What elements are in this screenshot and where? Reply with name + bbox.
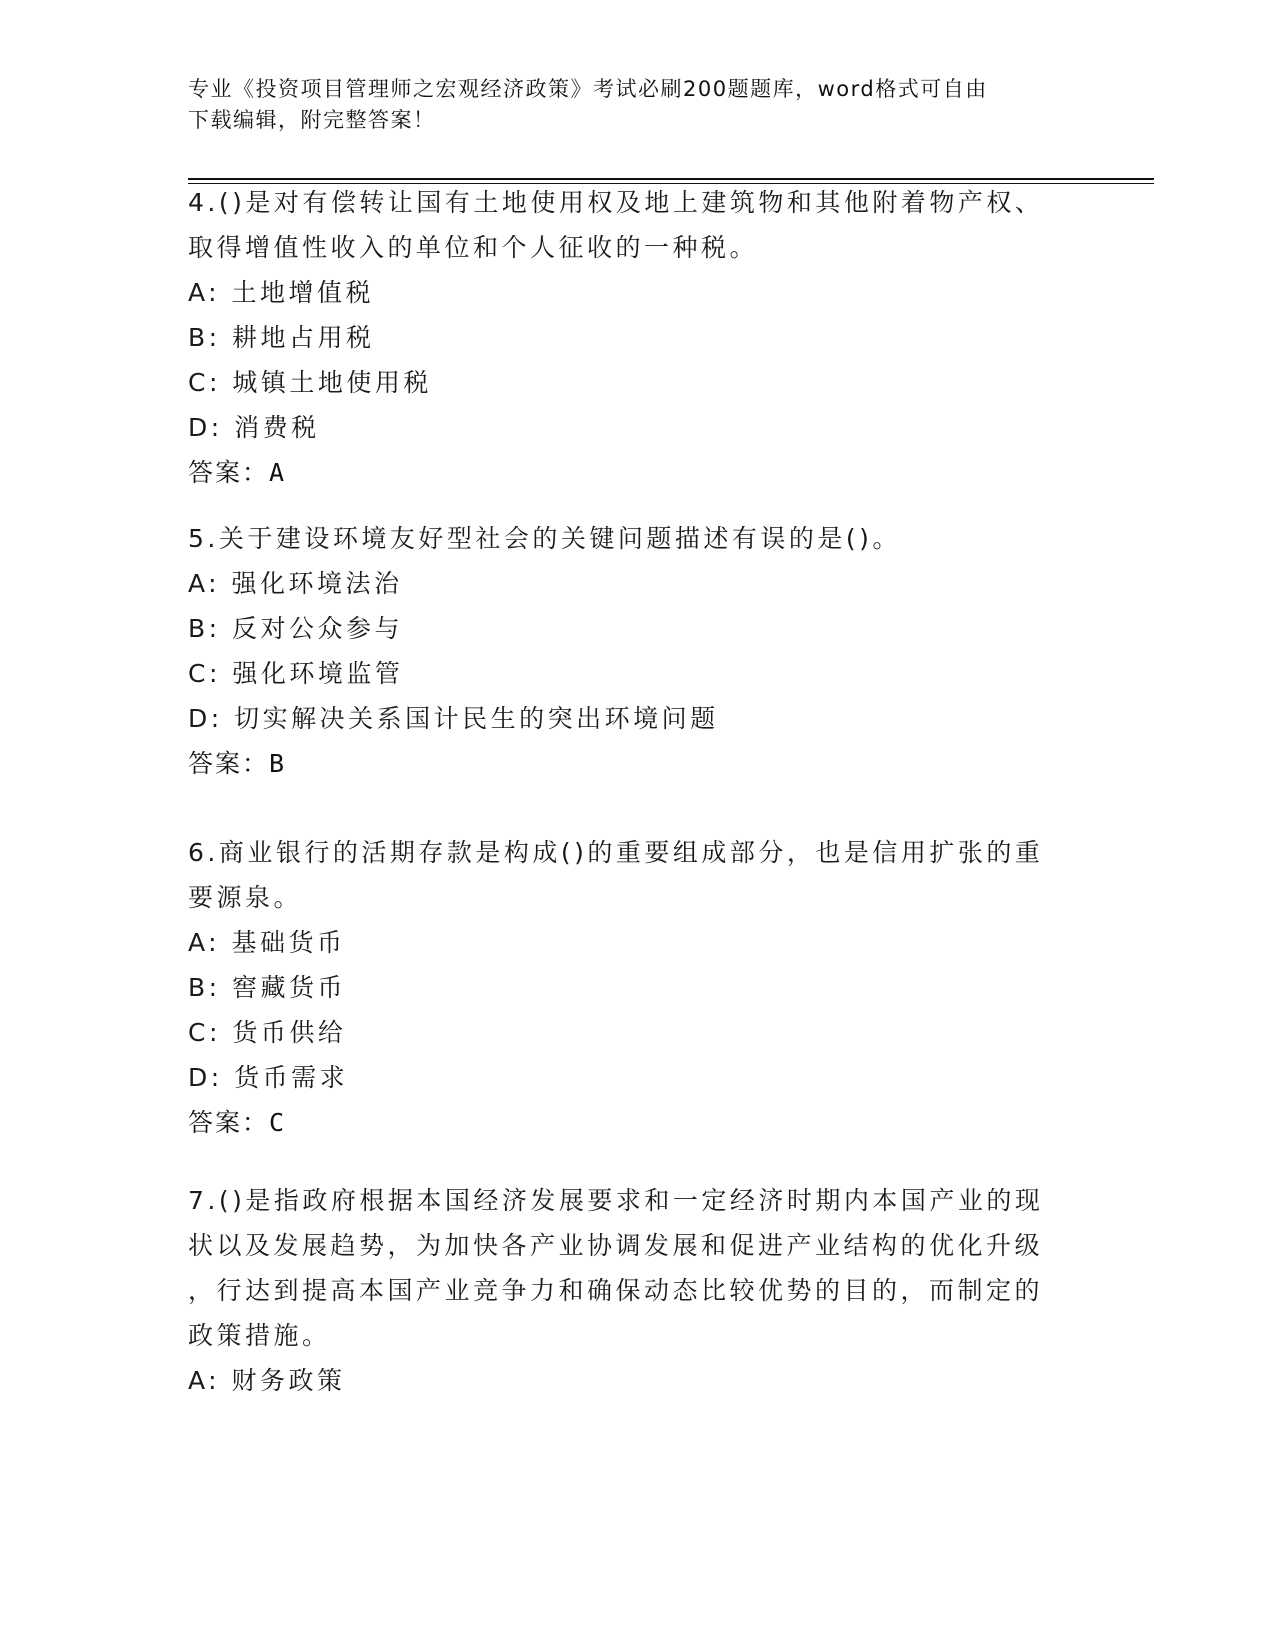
option-d: D: 切实解决关系国计民生的突出环境问题 <box>188 704 719 733</box>
answer-line <box>188 450 1068 495</box>
answer-label: 答案： <box>188 458 270 487</box>
question-5 <box>188 516 1068 786</box>
question-stem-line: 状以及发展趋势，为加快各产业协调发展和促进产业结构的优化升级 <box>188 1231 1044 1260</box>
answer-value: C <box>269 1108 286 1137</box>
answer-line <box>188 741 1068 786</box>
answer-label: 答案： <box>188 1108 270 1137</box>
option-b: B: 窖藏货币 <box>188 973 347 1002</box>
question-stem-line: 5.关于建设环境友好型社会的关键问题描述有误的是()。 <box>188 524 901 553</box>
question-7 <box>188 1178 1068 1403</box>
question-stem-line: 6.商业银行的活期存款是构成()的重要组成部分，也是信用扩张的重 <box>188 838 1044 867</box>
option-d: D: 消费税 <box>188 413 320 442</box>
answer-value: A <box>269 458 286 487</box>
option-b: B: 耕地占用税 <box>188 323 375 352</box>
answer-value: B <box>269 749 286 778</box>
option-d: D: 货币需求 <box>188 1063 349 1092</box>
question-stem-line: 要源泉。 <box>188 883 303 912</box>
option-c: C: 强化环境监管 <box>188 659 404 688</box>
header-line-2: 下载编辑，附完整答案！ <box>188 108 436 132</box>
question-stem-line: ，行达到提高本国产业竞争力和确保动态比较优势的目的，而制定的 <box>188 1276 1044 1305</box>
option-a: A: 强化环境法治 <box>188 569 403 598</box>
question-stem-line: 取得增值性收入的单位和个人征收的一种税。 <box>188 233 759 262</box>
option-b: B: 反对公众参与 <box>188 614 404 643</box>
question-stem-line: 政策措施。 <box>188 1321 331 1350</box>
question-4 <box>188 180 1068 495</box>
question-stem-line: 7.()是指政府根据本国经济发展要求和一定经济时期内本国产业的现 <box>188 1186 1044 1215</box>
option-a: A: 财务政策 <box>188 1366 346 1395</box>
option-c: C: 城镇土地使用税 <box>188 368 432 397</box>
option-a: A: 土地增值税 <box>188 278 375 307</box>
option-c: C: 货币供给 <box>188 1018 347 1047</box>
answer-label: 答案： <box>188 749 270 778</box>
answer-line <box>188 1100 1068 1145</box>
option-a: A: 基础货币 <box>188 928 346 957</box>
document-header <box>188 74 1068 136</box>
question-6 <box>188 830 1068 1145</box>
question-stem-line: 4.()是对有偿转让国有土地使用权及地上建筑物和其他附着物产权、 <box>188 188 1044 217</box>
header-line-1: 专业《投资项目管理师之宏观经济政策》考试必刷200题题库，word格式可自由 <box>188 77 988 101</box>
